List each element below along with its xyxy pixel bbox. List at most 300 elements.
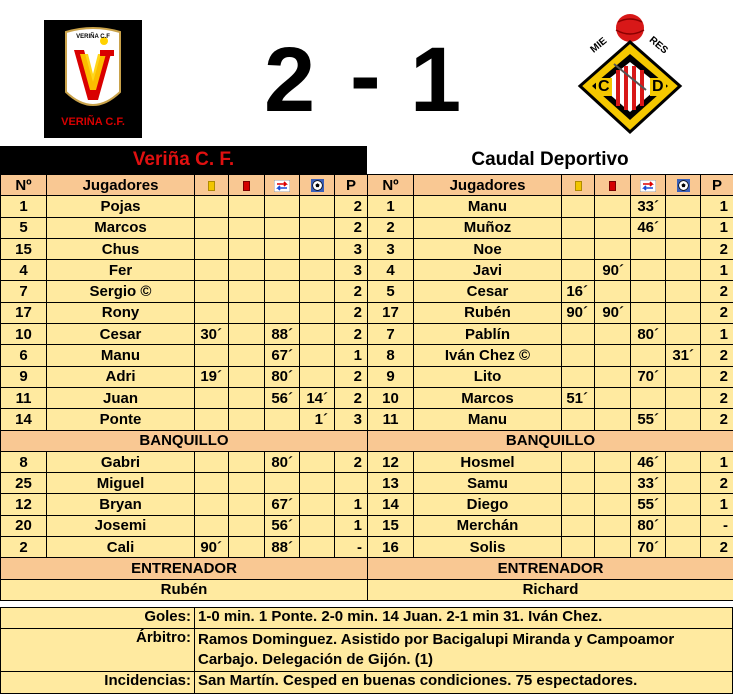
- substitution-minute: [265, 238, 300, 259]
- red-card-minute: [595, 238, 631, 259]
- player-row: [1, 537, 368, 558]
- player-row: [368, 260, 733, 281]
- red-card-minute: [229, 537, 265, 558]
- player-points: 1: [701, 196, 733, 217]
- away-crest-text-right: RES: [646, 34, 670, 57]
- player-number: 8: [1, 451, 47, 472]
- player-number: 11: [1, 387, 47, 408]
- goal-minute: [300, 302, 335, 323]
- goal-minute: [666, 302, 701, 323]
- yellow-card-minute: [195, 302, 229, 323]
- substitution-minute: 46´: [631, 217, 666, 238]
- player-row: [368, 238, 733, 259]
- referee-row: [0, 628, 733, 672]
- away-crest-letter-c: C: [598, 78, 610, 95]
- substitution-minute: 80´: [265, 451, 300, 472]
- player-points: 2: [701, 387, 733, 408]
- substitution-minute: 55´: [631, 494, 666, 515]
- player-row: [368, 196, 733, 217]
- player-name: Cesar: [47, 324, 195, 345]
- goal-minute: [300, 494, 335, 515]
- player-points: 2: [701, 345, 733, 366]
- player-name: Juan: [47, 387, 195, 408]
- player-name: Manu: [414, 409, 562, 430]
- home-score: 2: [264, 29, 316, 131]
- goal-minute: [666, 196, 701, 217]
- player-number: 14: [368, 494, 414, 515]
- points-column-header: P: [701, 175, 733, 196]
- home-crest-top-text: VERIÑA C.F: [76, 34, 110, 40]
- goal-minute: [666, 494, 701, 515]
- player-row: [1, 302, 368, 323]
- goal-minute: [666, 281, 701, 302]
- player-row: [1, 324, 368, 345]
- red-card-minute: [595, 217, 631, 238]
- player-row: [1, 387, 368, 408]
- home-team-crest: [44, 20, 142, 138]
- yellow-card-minute: [195, 260, 229, 281]
- player-number: 8: [368, 345, 414, 366]
- goal-minute: [666, 451, 701, 472]
- player-points: 2: [335, 324, 368, 345]
- player-name: Iván Chez ©: [414, 345, 562, 366]
- red-column-header: [229, 175, 265, 196]
- yellow-card-minute: [562, 515, 595, 536]
- player-name: Rony: [47, 302, 195, 323]
- player-number: 7: [368, 324, 414, 345]
- player-row: [1, 238, 368, 259]
- player-row: [368, 302, 733, 323]
- away-lineup-table: [367, 174, 733, 601]
- substitution-minute: 88´: [265, 324, 300, 345]
- player-number: 1: [1, 196, 47, 217]
- incidents-row: [0, 671, 733, 694]
- coach-header-row: [1, 558, 368, 579]
- yellow-card-minute: [562, 238, 595, 259]
- red-card-minute: [229, 515, 265, 536]
- player-points: 2: [701, 238, 733, 259]
- referee-line-2: Carbajo. Delegación de Gijón. (1): [198, 651, 434, 668]
- goal-minute: [666, 515, 701, 536]
- player-number: 20: [1, 515, 47, 536]
- red-card-minute: [229, 302, 265, 323]
- goal-minute: [666, 473, 701, 494]
- player-name: Manu: [47, 345, 195, 366]
- soccer-ball-icon: [311, 179, 324, 192]
- yellow-card-minute: [195, 238, 229, 259]
- number-column-header: Nº: [368, 175, 414, 196]
- goal-minute: [300, 238, 335, 259]
- goal-minute: [666, 324, 701, 345]
- player-row: [368, 387, 733, 408]
- player-number: 17: [1, 302, 47, 323]
- player-name: Noe: [414, 238, 562, 259]
- goal-minute: [300, 217, 335, 238]
- player-number: 9: [368, 366, 414, 387]
- player-row: [368, 515, 733, 536]
- red-card-minute: 90´: [595, 260, 631, 281]
- player-number: 2: [368, 217, 414, 238]
- coach-row: [1, 579, 368, 600]
- home-team-name: Veriña C. F.: [0, 146, 367, 174]
- player-row: [1, 260, 368, 281]
- yellow-card-minute: [562, 345, 595, 366]
- player-number: 12: [1, 494, 47, 515]
- player-points: [335, 473, 368, 494]
- red-card-minute: [229, 366, 265, 387]
- substitution-minute: 55´: [631, 409, 666, 430]
- player-name: Samu: [414, 473, 562, 494]
- player-points: 2: [335, 302, 368, 323]
- player-number: 1: [368, 196, 414, 217]
- substitution-minute: 33´: [631, 196, 666, 217]
- yellow-column-header: [195, 175, 229, 196]
- player-points: 1: [701, 324, 733, 345]
- player-row: [1, 515, 368, 536]
- substitution-icon: [274, 180, 290, 192]
- player-name: Pablín: [414, 324, 562, 345]
- yellow-card-icon: [208, 181, 215, 191]
- goal-minute: [300, 537, 335, 558]
- player-name: Josemi: [47, 515, 195, 536]
- player-row: [1, 451, 368, 472]
- player-row: [368, 537, 733, 558]
- player-row: [368, 281, 733, 302]
- red-card-minute: [229, 345, 265, 366]
- red-card-minute: [229, 260, 265, 281]
- goal-minute: [300, 345, 335, 366]
- player-row: [1, 409, 368, 430]
- substitution-minute: 56´: [265, 515, 300, 536]
- yellow-column-header: [562, 175, 595, 196]
- yellow-card-minute: [562, 451, 595, 472]
- substitution-minute: 67´: [265, 345, 300, 366]
- player-name: Lito: [414, 366, 562, 387]
- player-row: [368, 324, 733, 345]
- soccer-ball-icon: [677, 179, 690, 192]
- goals-value: 1-0 min. 1 Ponte. 2-0 min. 14 Juan. 2-1 min 31. Iván Chez.: [198, 608, 603, 625]
- red-card-minute: [229, 494, 265, 515]
- home-lineup-table: [0, 174, 368, 601]
- red-card-minute: [595, 196, 631, 217]
- goal-minute: [300, 473, 335, 494]
- player-row: [368, 409, 733, 430]
- yellow-card-minute: 19´: [195, 366, 229, 387]
- goal-minute: [300, 366, 335, 387]
- substitution-minute: 70´: [631, 366, 666, 387]
- players-column-header: Jugadores: [47, 175, 195, 196]
- goal-minute: [300, 324, 335, 345]
- player-name: Marcos: [47, 217, 195, 238]
- player-points: 1: [701, 260, 733, 281]
- player-number: 9: [1, 366, 47, 387]
- substitution-minute: [631, 345, 666, 366]
- player-number: 16: [368, 537, 414, 558]
- substitution-minute: 80´: [631, 324, 666, 345]
- yellow-card-minute: [562, 217, 595, 238]
- yellow-card-minute: 90´: [562, 302, 595, 323]
- points-column-header: P: [335, 175, 368, 196]
- red-card-minute: [595, 281, 631, 302]
- player-row: [1, 217, 368, 238]
- bench-header-row: [1, 430, 368, 451]
- player-points: 2: [335, 451, 368, 472]
- red-card-minute: [595, 387, 631, 408]
- substitution-minute: [265, 217, 300, 238]
- yellow-card-minute: [195, 473, 229, 494]
- goal-minute: [666, 217, 701, 238]
- player-row: [368, 473, 733, 494]
- away-score: 1: [410, 29, 462, 131]
- yellow-card-minute: [195, 217, 229, 238]
- red-card-minute: [229, 217, 265, 238]
- yellow-card-minute: [562, 196, 595, 217]
- substitution-minute: 33´: [631, 473, 666, 494]
- red-card-minute: 90´: [595, 302, 631, 323]
- yellow-card-minute: [195, 196, 229, 217]
- red-card-minute: [595, 345, 631, 366]
- incidents-value: San Martín. Cesped en buenas condiciones. 75 espectadores.: [198, 672, 638, 689]
- substitution-minute: 80´: [265, 366, 300, 387]
- player-number: 17: [368, 302, 414, 323]
- coach-row: [368, 579, 733, 600]
- player-row: [368, 494, 733, 515]
- player-number: 13: [368, 473, 414, 494]
- goal-column-header: [666, 175, 701, 196]
- yellow-card-minute: [562, 537, 595, 558]
- yellow-card-minute: [195, 345, 229, 366]
- player-points: 3: [335, 238, 368, 259]
- yellow-card-minute: [562, 324, 595, 345]
- goal-minute: [300, 281, 335, 302]
- player-points: 2: [335, 281, 368, 302]
- goal-minute: [666, 260, 701, 281]
- player-points: 1: [335, 345, 368, 366]
- yellow-card-minute: [195, 515, 229, 536]
- player-number: 3: [368, 238, 414, 259]
- substitution-minute: [265, 473, 300, 494]
- player-name: Bryan: [47, 494, 195, 515]
- player-points: 1: [701, 217, 733, 238]
- yellow-card-icon: [575, 181, 582, 191]
- yellow-card-minute: [195, 494, 229, 515]
- player-points: 2: [701, 302, 733, 323]
- player-name: Javi: [414, 260, 562, 281]
- yellow-card-minute: [195, 451, 229, 472]
- goals-row: [0, 607, 733, 629]
- player-number: 5: [368, 281, 414, 302]
- player-row: [1, 281, 368, 302]
- player-name: Cali: [47, 537, 195, 558]
- goal-minute: [300, 451, 335, 472]
- player-number: 7: [1, 281, 47, 302]
- player-name: Solis: [414, 537, 562, 558]
- score-separator: -: [350, 25, 381, 127]
- goal-minute: 1´: [300, 409, 335, 430]
- yellow-card-minute: 16´: [562, 281, 595, 302]
- away-crest-text-left: MIE: [588, 35, 610, 56]
- player-name: Ponte: [47, 409, 195, 430]
- substitution-minute: 88´: [265, 537, 300, 558]
- player-name: Sergio ©: [47, 281, 195, 302]
- bench-heading: BANQUILLO: [368, 430, 733, 451]
- substitution-minute: [631, 281, 666, 302]
- player-number: 15: [368, 515, 414, 536]
- player-points: 3: [335, 409, 368, 430]
- yellow-card-minute: [195, 387, 229, 408]
- substitution-minute: [631, 387, 666, 408]
- bench-heading: BANQUILLO: [1, 430, 368, 451]
- player-name: Chus: [47, 238, 195, 259]
- substitution-minute: 46´: [631, 451, 666, 472]
- red-card-minute: [595, 409, 631, 430]
- player-points: 2: [335, 217, 368, 238]
- incidents-label: Incidencias:: [1, 672, 195, 693]
- coach-heading: ENTRENADOR: [1, 558, 368, 579]
- yellow-card-minute: [195, 281, 229, 302]
- red-card-icon: [243, 181, 250, 191]
- player-row: [368, 217, 733, 238]
- red-card-minute: [229, 281, 265, 302]
- red-card-minute: [229, 196, 265, 217]
- player-points: 2: [701, 473, 733, 494]
- column-header-row: [1, 175, 368, 196]
- red-card-minute: [595, 366, 631, 387]
- red-card-minute: [595, 451, 631, 472]
- player-row: [1, 494, 368, 515]
- goal-minute: [666, 238, 701, 259]
- goal-minute: [666, 537, 701, 558]
- substitution-minute: [265, 260, 300, 281]
- player-number: 5: [1, 217, 47, 238]
- sub-column-header: [265, 175, 300, 196]
- player-name: Marcos: [414, 387, 562, 408]
- player-points: 2: [701, 537, 733, 558]
- goals-label: Goles:: [1, 608, 195, 628]
- substitution-minute: [265, 409, 300, 430]
- red-card-minute: [229, 409, 265, 430]
- red-card-minute: [229, 324, 265, 345]
- player-name: Pojas: [47, 196, 195, 217]
- red-card-minute: [595, 537, 631, 558]
- player-name: Diego: [414, 494, 562, 515]
- away-crest-letter-d: D: [652, 78, 664, 95]
- yellow-card-minute: [562, 473, 595, 494]
- player-number: 4: [1, 260, 47, 281]
- player-number: 15: [1, 238, 47, 259]
- substitution-minute: [265, 302, 300, 323]
- red-column-header: [595, 175, 631, 196]
- player-points: 2: [701, 409, 733, 430]
- player-name: Rubén: [414, 302, 562, 323]
- away-team-crest: [572, 8, 688, 138]
- substitution-minute: 80´: [631, 515, 666, 536]
- red-card-minute: [229, 238, 265, 259]
- player-points: 2: [701, 281, 733, 302]
- bench-header-row: [368, 430, 733, 451]
- yellow-card-minute: [195, 409, 229, 430]
- player-name: Manu: [414, 196, 562, 217]
- red-card-minute: [229, 451, 265, 472]
- player-number: 11: [368, 409, 414, 430]
- goal-minute: [666, 387, 701, 408]
- red-card-minute: [595, 473, 631, 494]
- player-name: Muñoz: [414, 217, 562, 238]
- player-number: 14: [1, 409, 47, 430]
- player-points: 1: [335, 494, 368, 515]
- player-number: 4: [368, 260, 414, 281]
- player-row: [1, 345, 368, 366]
- player-name: Adri: [47, 366, 195, 387]
- player-points: 3: [335, 260, 368, 281]
- player-points: 1: [701, 451, 733, 472]
- goal-minute: [666, 409, 701, 430]
- red-card-minute: [595, 515, 631, 536]
- yellow-card-minute: [562, 260, 595, 281]
- red-card-icon: [609, 181, 616, 191]
- player-number: 25: [1, 473, 47, 494]
- yellow-card-minute: [562, 366, 595, 387]
- player-points: 1: [701, 494, 733, 515]
- goal-minute: [300, 260, 335, 281]
- goal-minute: [300, 515, 335, 536]
- substitution-minute: 56´: [265, 387, 300, 408]
- goal-minute: [666, 366, 701, 387]
- player-name: Fer: [47, 260, 195, 281]
- yellow-card-minute: 30´: [195, 324, 229, 345]
- goal-column-header: [300, 175, 335, 196]
- player-row: [1, 366, 368, 387]
- player-row: [1, 196, 368, 217]
- red-card-minute: [595, 324, 631, 345]
- player-number: 12: [368, 451, 414, 472]
- goal-minute: [300, 196, 335, 217]
- substitution-minute: [631, 238, 666, 259]
- substitution-minute: [265, 281, 300, 302]
- coach-name: Rubén: [1, 579, 368, 600]
- substitution-icon: [640, 180, 656, 192]
- coach-heading: ENTRENADOR: [368, 558, 733, 579]
- substitution-minute: [631, 302, 666, 323]
- substitution-minute: 67´: [265, 494, 300, 515]
- player-name: Hosmel: [414, 451, 562, 472]
- player-name: Miguel: [47, 473, 195, 494]
- player-points: 2: [701, 366, 733, 387]
- player-points: 2: [335, 196, 368, 217]
- substitution-minute: 70´: [631, 537, 666, 558]
- player-points: 2: [335, 387, 368, 408]
- player-number: 2: [1, 537, 47, 558]
- number-column-header: Nº: [1, 175, 47, 196]
- coach-name: Richard: [368, 579, 733, 600]
- referee-line-1: Ramos Dominguez. Asistido por Bacigalupi Miranda y Campoamor: [198, 631, 675, 648]
- yellow-card-minute: [562, 409, 595, 430]
- player-number: 6: [1, 345, 47, 366]
- away-team-name: Caudal Deportivo: [367, 146, 733, 174]
- player-row: [368, 366, 733, 387]
- players-column-header: Jugadores: [414, 175, 562, 196]
- player-points: 1: [335, 515, 368, 536]
- player-points: 2: [335, 366, 368, 387]
- yellow-card-minute: 90´: [195, 537, 229, 558]
- yellow-card-minute: [562, 494, 595, 515]
- player-name: Merchán: [414, 515, 562, 536]
- referee-label: Árbitro:: [1, 629, 195, 671]
- player-number: 10: [368, 387, 414, 408]
- player-name: Gabri: [47, 451, 195, 472]
- red-card-minute: [595, 494, 631, 515]
- player-row: [1, 473, 368, 494]
